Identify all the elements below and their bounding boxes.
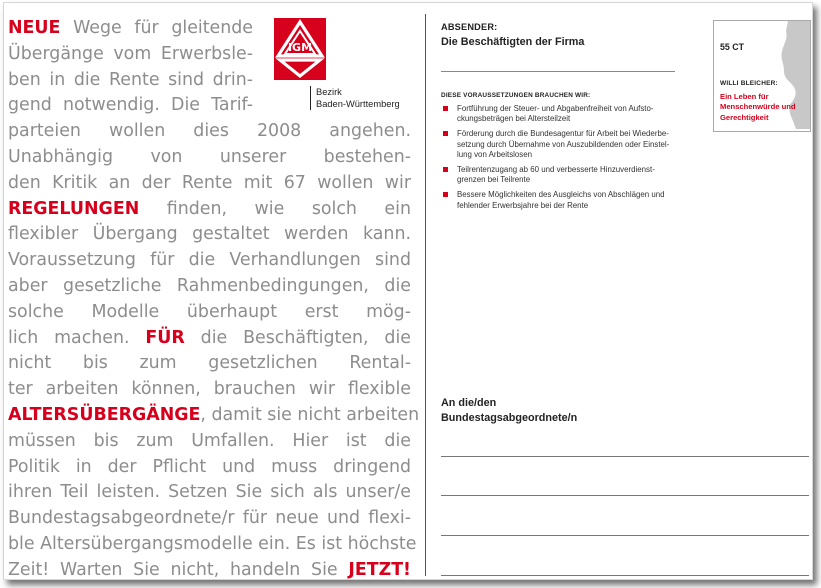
- appeal-segment: Zeit! Warten Sie nicht, handeln Sie: [8, 559, 349, 580]
- appeal-segment: ter arbeiten können, brauchen wir flexible: [8, 379, 411, 400]
- appeal-segment: gend notwendig. Die Tarif-: [8, 95, 253, 116]
- stamp-price: 55 CT: [720, 42, 744, 52]
- appeal-segment: ble Altersübergangsmodelle ein. Es ist höchste: [8, 533, 417, 554]
- appeal-segment: Politik in der Pflicht und muss dringend: [8, 456, 411, 477]
- appeal-segment: solche Modelle überhaupt erst mög-: [8, 301, 411, 322]
- highlight-word: REGELUNGEN: [8, 198, 140, 219]
- bezirk-line1: Bezirk: [316, 87, 342, 97]
- appeal-segment: ben in die Rente sind drin-: [8, 69, 253, 90]
- highlight-word: FÜR: [145, 327, 185, 348]
- logo-lettering: IGM: [287, 41, 313, 54]
- bullet-icon: [443, 167, 448, 172]
- bullet-icon: [443, 192, 448, 197]
- appeal-line: [8, 429, 411, 455]
- appeal-line: [8, 222, 411, 248]
- appeal-segment: nicht bis zum gesetzlichen Rental-: [8, 353, 411, 374]
- appeal-line: [8, 480, 411, 506]
- appeal-segment: Bundestagsabgeordnete/r für neue und flexi-: [8, 508, 411, 529]
- appeal-segment: den Kritik an der Rente mit 67 wollen wir: [8, 172, 411, 193]
- address-line: [441, 456, 809, 457]
- appeal-segment: die Beschäftigten, die: [184, 327, 412, 348]
- ig-metall-logo-icon: [274, 18, 326, 80]
- appeal-segment: finden, wie solch ein: [139, 198, 411, 219]
- requirement-item: [441, 190, 681, 210]
- address-line: [441, 535, 809, 536]
- appeal-segment: lich machen.: [8, 327, 146, 348]
- highlight-word: ALTERSÜBERGÄNGE: [8, 404, 201, 425]
- bullet-icon: [443, 131, 448, 136]
- recipient-line2: Bundestagsabgeordnete/n: [441, 412, 578, 424]
- bezirk-line2: Baden-Württemberg: [316, 99, 400, 109]
- address-line: [441, 495, 809, 496]
- appeal-line: [8, 377, 411, 403]
- appeal-segment: Voraussetzung für die Verhandlungen sind: [8, 250, 411, 271]
- appeal-line: [8, 506, 411, 532]
- appeal-segment: müssen bis zum Umfallen. Hier ist die: [8, 430, 411, 451]
- appeal-line: [8, 119, 411, 145]
- appeal-line: [8, 145, 411, 171]
- appeal-segment: aber gesetzliche Rahmenbedingungen, die: [8, 275, 411, 296]
- recipient-line1: An die/den: [441, 397, 497, 409]
- requirement-item: [441, 129, 681, 160]
- appeal-segment: , damit sie nicht arbeiten: [200, 404, 420, 425]
- appeal-segment: parteien wollen dies 2008 angehen.: [8, 121, 411, 142]
- stamp-name: WILLI BLEICHER:: [720, 80, 778, 87]
- sender-label: ABSENDER:: [441, 22, 498, 32]
- bezirk-label: [310, 86, 400, 110]
- sender-line: [441, 71, 675, 72]
- appeal-line: [8, 171, 411, 197]
- highlight-word: NEUE: [8, 18, 61, 38]
- address-line: [441, 575, 809, 576]
- requirements-title: DIESE VORAUSSETZUNGEN BRAUCHEN WIR:: [441, 92, 591, 99]
- appeal-segment: ihren Teil leisten. Setzen Sie sich als unser/e: [8, 482, 411, 503]
- requirement-text: Teilrentenzugang ab 60 und verbesserte Hinzuverdienst-grenzen bei Teilrente: [457, 165, 655, 185]
- stamp: [713, 20, 811, 132]
- highlight-word: JETZT!: [348, 559, 411, 580]
- requirement-text: Fortführung der Steuer- und Abgabenfreiheit von Aufsto-ckungsbeträgen bei Altersteilzeit: [457, 104, 654, 124]
- requirements-list: [441, 104, 681, 216]
- appeal-line: [8, 403, 420, 429]
- appeal-line: [8, 455, 411, 481]
- appeal-line: [8, 558, 411, 584]
- requirement-item: [441, 104, 681, 124]
- requirement-text: Bessere Möglichkeiten des Ausgleichs von Abschlägen und fehlender Erwerbsjahre bei der Rente: [457, 190, 665, 210]
- bullet-icon: [443, 106, 448, 111]
- appeal-line: [8, 532, 417, 558]
- appeal-line: [8, 68, 253, 94]
- appeal-line: [8, 248, 411, 274]
- sender-value: Die Beschäftigten der Firma: [441, 36, 585, 48]
- appeal-line: [8, 274, 411, 300]
- appeal-line: [8, 42, 253, 68]
- requirement-text: Förderung durch die Bundesagentur für Arbeit bei Wiederbe-setzung durch Übernahme von Auszubildenden oder Einstel-lung von Arbeitslosen: [457, 129, 670, 159]
- recipient-block: [441, 396, 577, 426]
- appeal-segment: Wege für gleitende: [60, 18, 253, 38]
- appeal-line: [8, 326, 411, 352]
- appeal-segment: Unabhängig von unserer bestehen-: [8, 146, 411, 167]
- appeal-line: [8, 197, 411, 223]
- appeal-segment: Übergänge vom Erwerbsle-: [8, 43, 253, 64]
- appeal-line: [8, 93, 253, 119]
- appeal-line: [8, 351, 411, 377]
- appeal-line: [8, 16, 253, 42]
- appeal-segment: flexibler Übergang gestaltet werden kann.: [8, 224, 411, 245]
- stamp-motto: Ein Leben für Menschenwürde und Gerechtigkeit: [720, 92, 796, 122]
- appeal-line: [8, 300, 411, 326]
- requirement-item: [441, 165, 681, 185]
- card-divider: [425, 14, 426, 576]
